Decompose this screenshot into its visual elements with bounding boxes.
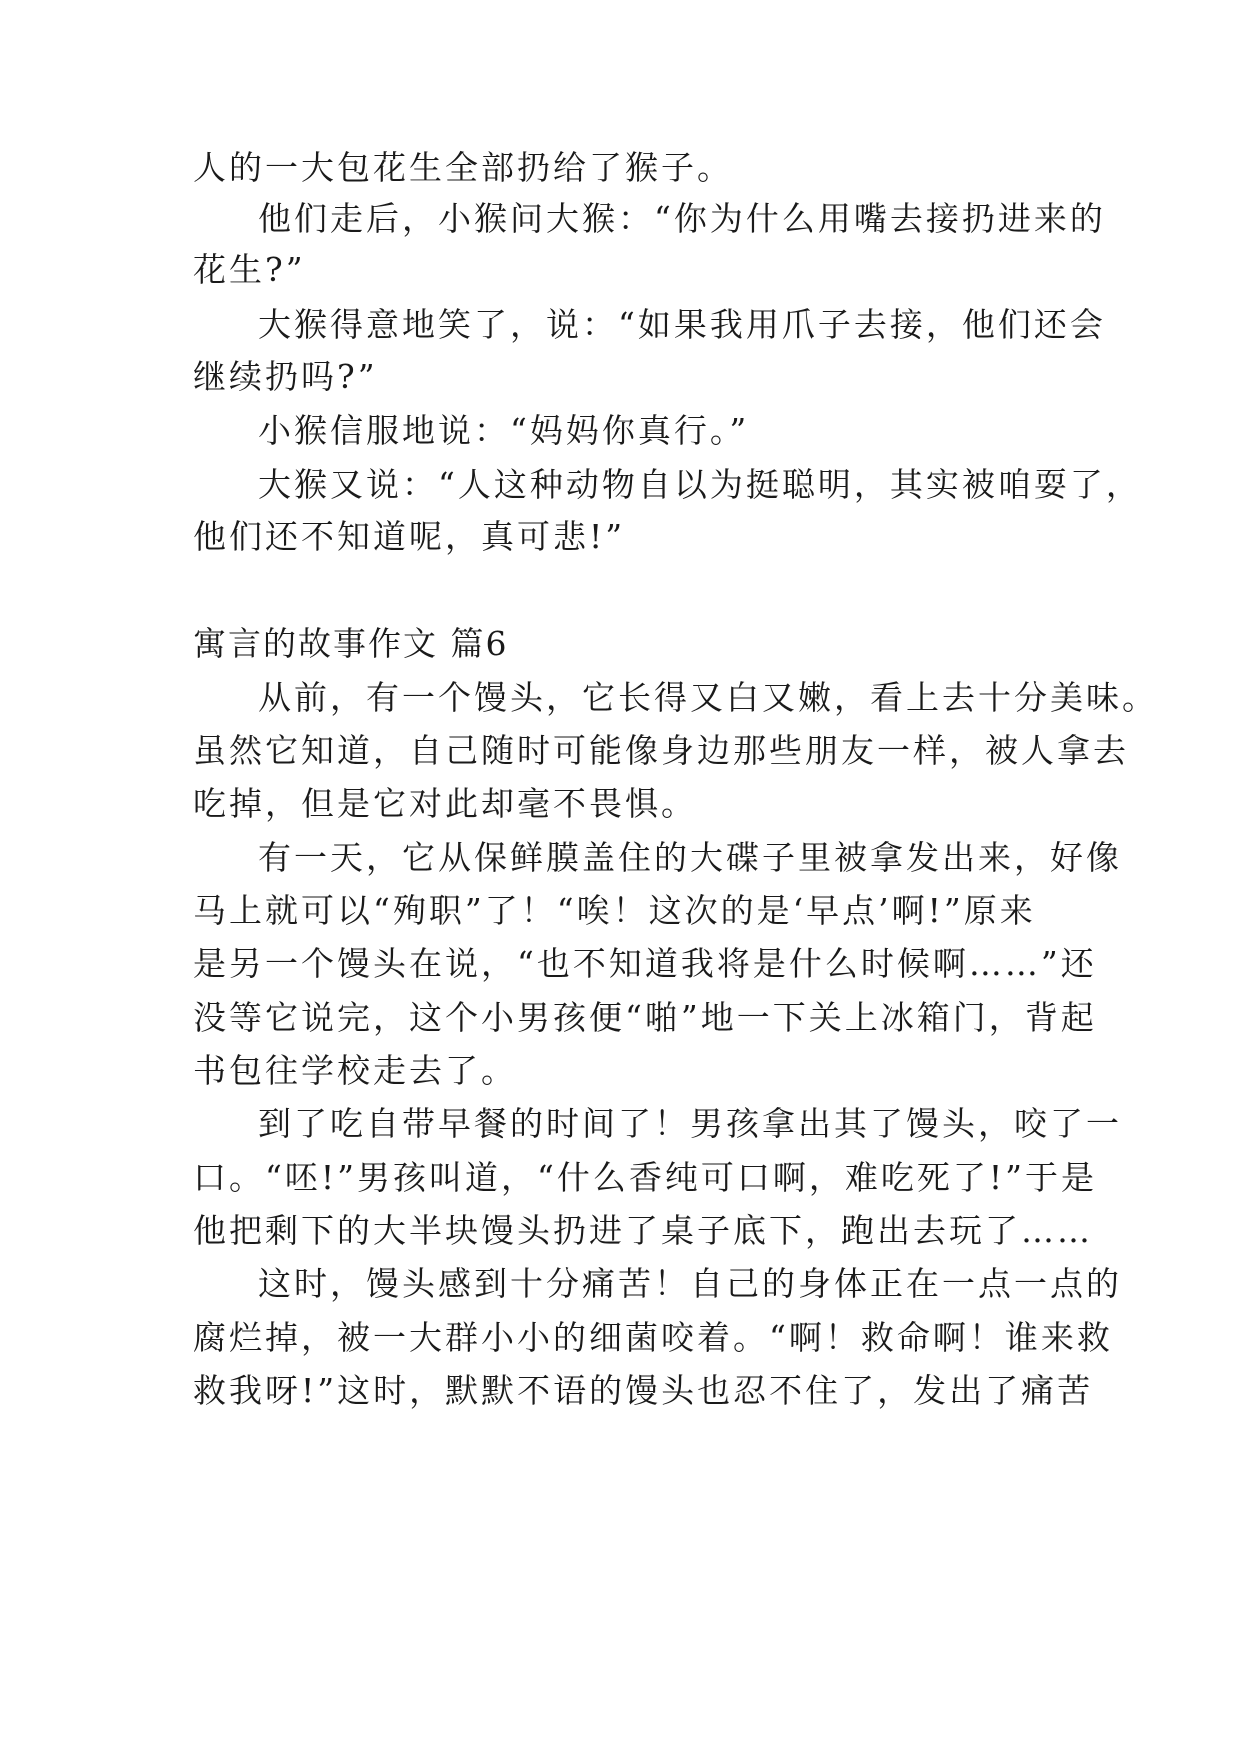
text-line: 腐烂掉，被一大群小小的细菌咬着。“啊！救命啊！谁来救 bbox=[193, 1318, 1113, 1357]
text-line: 他们走后，小猴问大猴：“你为什么用嘴去接扔进来的 bbox=[258, 199, 1106, 238]
text-line: 马上就可以“殉职”了！“唉！这次的是‘早点’啊!”原来 bbox=[193, 891, 1036, 930]
text-line: 大猴又说：“人这种动物自以为挺聪明，其实被咱耍了， bbox=[258, 465, 1142, 504]
text-line: 他们还不知道呢，真可悲!” bbox=[193, 517, 626, 556]
text-line: 书包往学校走去了。 bbox=[193, 1051, 517, 1090]
text-line: 虽然它知道，自己随时可能像身边那些朋友一样，被人拿去 bbox=[193, 731, 1129, 770]
text-line: 从前，有一个馒头，它长得又白又嫩，看上去十分美味。 bbox=[258, 678, 1158, 717]
text-line: 到了吃自带早餐的时间了！男孩拿出其了馒头，咬了一 bbox=[258, 1104, 1122, 1143]
text-line: 是另一个馒头在说，“也不知道我将是什么时候啊……”还 bbox=[193, 944, 1097, 983]
text-line: 口。“呸!”男孩叫道，“什么香纯可口啊，难吃死了!”于是 bbox=[193, 1158, 1098, 1197]
text-line: 继续扔吗?” bbox=[193, 357, 378, 396]
text-line: 有一天，它从保鲜膜盖住的大碟子里被拿发出来，好像 bbox=[258, 838, 1122, 877]
text-line: 这时，馒头感到十分痛苦！自己的身体正在一点一点的 bbox=[258, 1264, 1122, 1303]
text-line: 吃掉，但是它对此却毫不畏惧。 bbox=[193, 784, 697, 823]
text-line: 救我呀!”这时，默默不语的馒头也忍不住了，发出了痛苦 bbox=[193, 1371, 1094, 1410]
text-line: 小猴信服地说：“妈妈你真行。” bbox=[258, 411, 750, 450]
text-line: 没等它说完，这个小男孩便“啪”地一下关上冰箱门，背起 bbox=[193, 998, 1097, 1037]
text-line: 花生?” bbox=[193, 250, 306, 289]
text-line: 人的一大包花生全部扔给了猴子。 bbox=[193, 148, 733, 187]
text-line: 大猴得意地笑了，说：“如果我用爪子去接，他们还会 bbox=[258, 305, 1106, 344]
section-heading: 寓言的故事作文 篇6 bbox=[193, 624, 509, 663]
text-line: 他把剩下的大半块馒头扔进了桌子底下，跑出去玩了…… bbox=[193, 1211, 1093, 1250]
